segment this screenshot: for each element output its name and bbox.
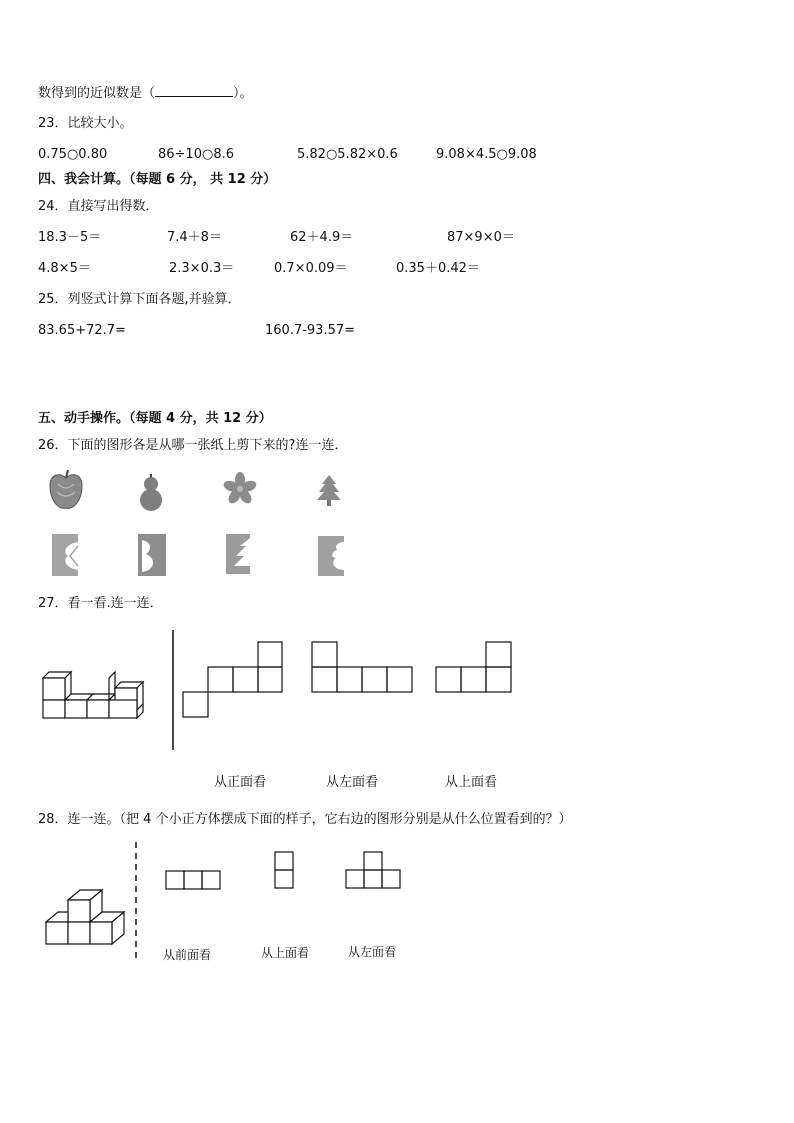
q24-r2-4: 0.35＋0.42＝ [396, 261, 480, 276]
paper-with-leaf-hole-icon[interactable] [52, 534, 78, 576]
q27-cube-solid-figure [40, 670, 155, 720]
q27-view-left-tall[interactable] [312, 642, 414, 694]
q27-label-left[interactable]: 从左面看 [326, 775, 379, 790]
q23-item-4: 9.08×4.5○9.08 [436, 147, 537, 162]
q23-item-3: 5.82○5.82×0.6 [297, 147, 398, 162]
q27-label-top[interactable]: 从上面看 [445, 775, 498, 790]
q24-r1-3: 62＋4.9＝ [290, 230, 354, 245]
q28-label-front[interactable]: 从前面看 [163, 948, 212, 962]
continued-question-prefix: 数得到的近似数是（ [38, 86, 156, 101]
q27-view-stair[interactable] [183, 642, 283, 718]
q24-r1-2: 7.4＋8＝ [167, 230, 222, 245]
q27-view-right-tall[interactable] [436, 642, 514, 694]
q23-item-2: 86÷10○8.6 [158, 147, 234, 162]
paper-with-gourd-hole-icon[interactable] [138, 534, 166, 576]
q27-label-front[interactable]: 从正面看 [214, 775, 267, 790]
section-5-heading: 五、动手操作。（每题 4 分，共 12 分） [38, 411, 272, 426]
answer-blank[interactable] [155, 84, 233, 97]
q24-title: 24．直接写出得数． [38, 199, 159, 214]
q24-r2-3: 0.7×0.09＝ [274, 261, 348, 276]
gourd-shape-icon[interactable] [136, 472, 166, 512]
q24-r1-4: 87×9×0＝ [447, 230, 515, 245]
divider-line [171, 630, 175, 750]
section-4-heading: 四、我会计算。（每题 6 分， 共 12 分） [38, 172, 277, 187]
flower-shape-icon[interactable] [222, 473, 258, 505]
q28-view-three-row[interactable] [165, 870, 222, 890]
q28-label-top[interactable]: 从上面看 [261, 946, 310, 960]
q28-cube-solid-figure [46, 888, 126, 948]
q24-r1-1: 18.3－5＝ [38, 230, 102, 245]
continued-question-suffix: ）。 [233, 86, 253, 101]
q28-view-two-column[interactable] [274, 851, 295, 889]
tree-shape-icon[interactable] [316, 474, 342, 508]
q25-title: 25．列竖式计算下面各题,并验算． [38, 292, 241, 307]
dashed-divider [133, 842, 139, 962]
continued-question-line [38, 84, 253, 102]
paper-with-tree-hole-icon[interactable] [226, 534, 250, 574]
q28-view-t-shape[interactable] [345, 851, 402, 889]
q23-item-1: 0.75○0.80 [38, 147, 108, 162]
q24-r2-1: 4.8×5＝ [38, 261, 91, 276]
q27-title: 27．看一看.连一连． [38, 596, 163, 611]
q26-title: 26．下面的图形各是从哪一张纸上剪下来的?连一连． [38, 438, 348, 453]
q25-item-2: 160.7-93.57= [265, 323, 356, 338]
q24-r2-2: 2.3×0.3＝ [169, 261, 235, 276]
q28-label-left[interactable]: 从左面看 [348, 945, 397, 959]
apple-shape-icon[interactable] [48, 470, 84, 512]
q25-item-1: 83.65+72.7= [38, 323, 126, 338]
q28-title: 28．连一连。（把 4 个小正方体摆成下面的样子，它右边的图形分别是从什么位置看到的？） [38, 812, 572, 827]
paper-with-flower-hole-icon[interactable] [318, 536, 344, 576]
q23-title: 23．比较大小。 [38, 116, 133, 131]
